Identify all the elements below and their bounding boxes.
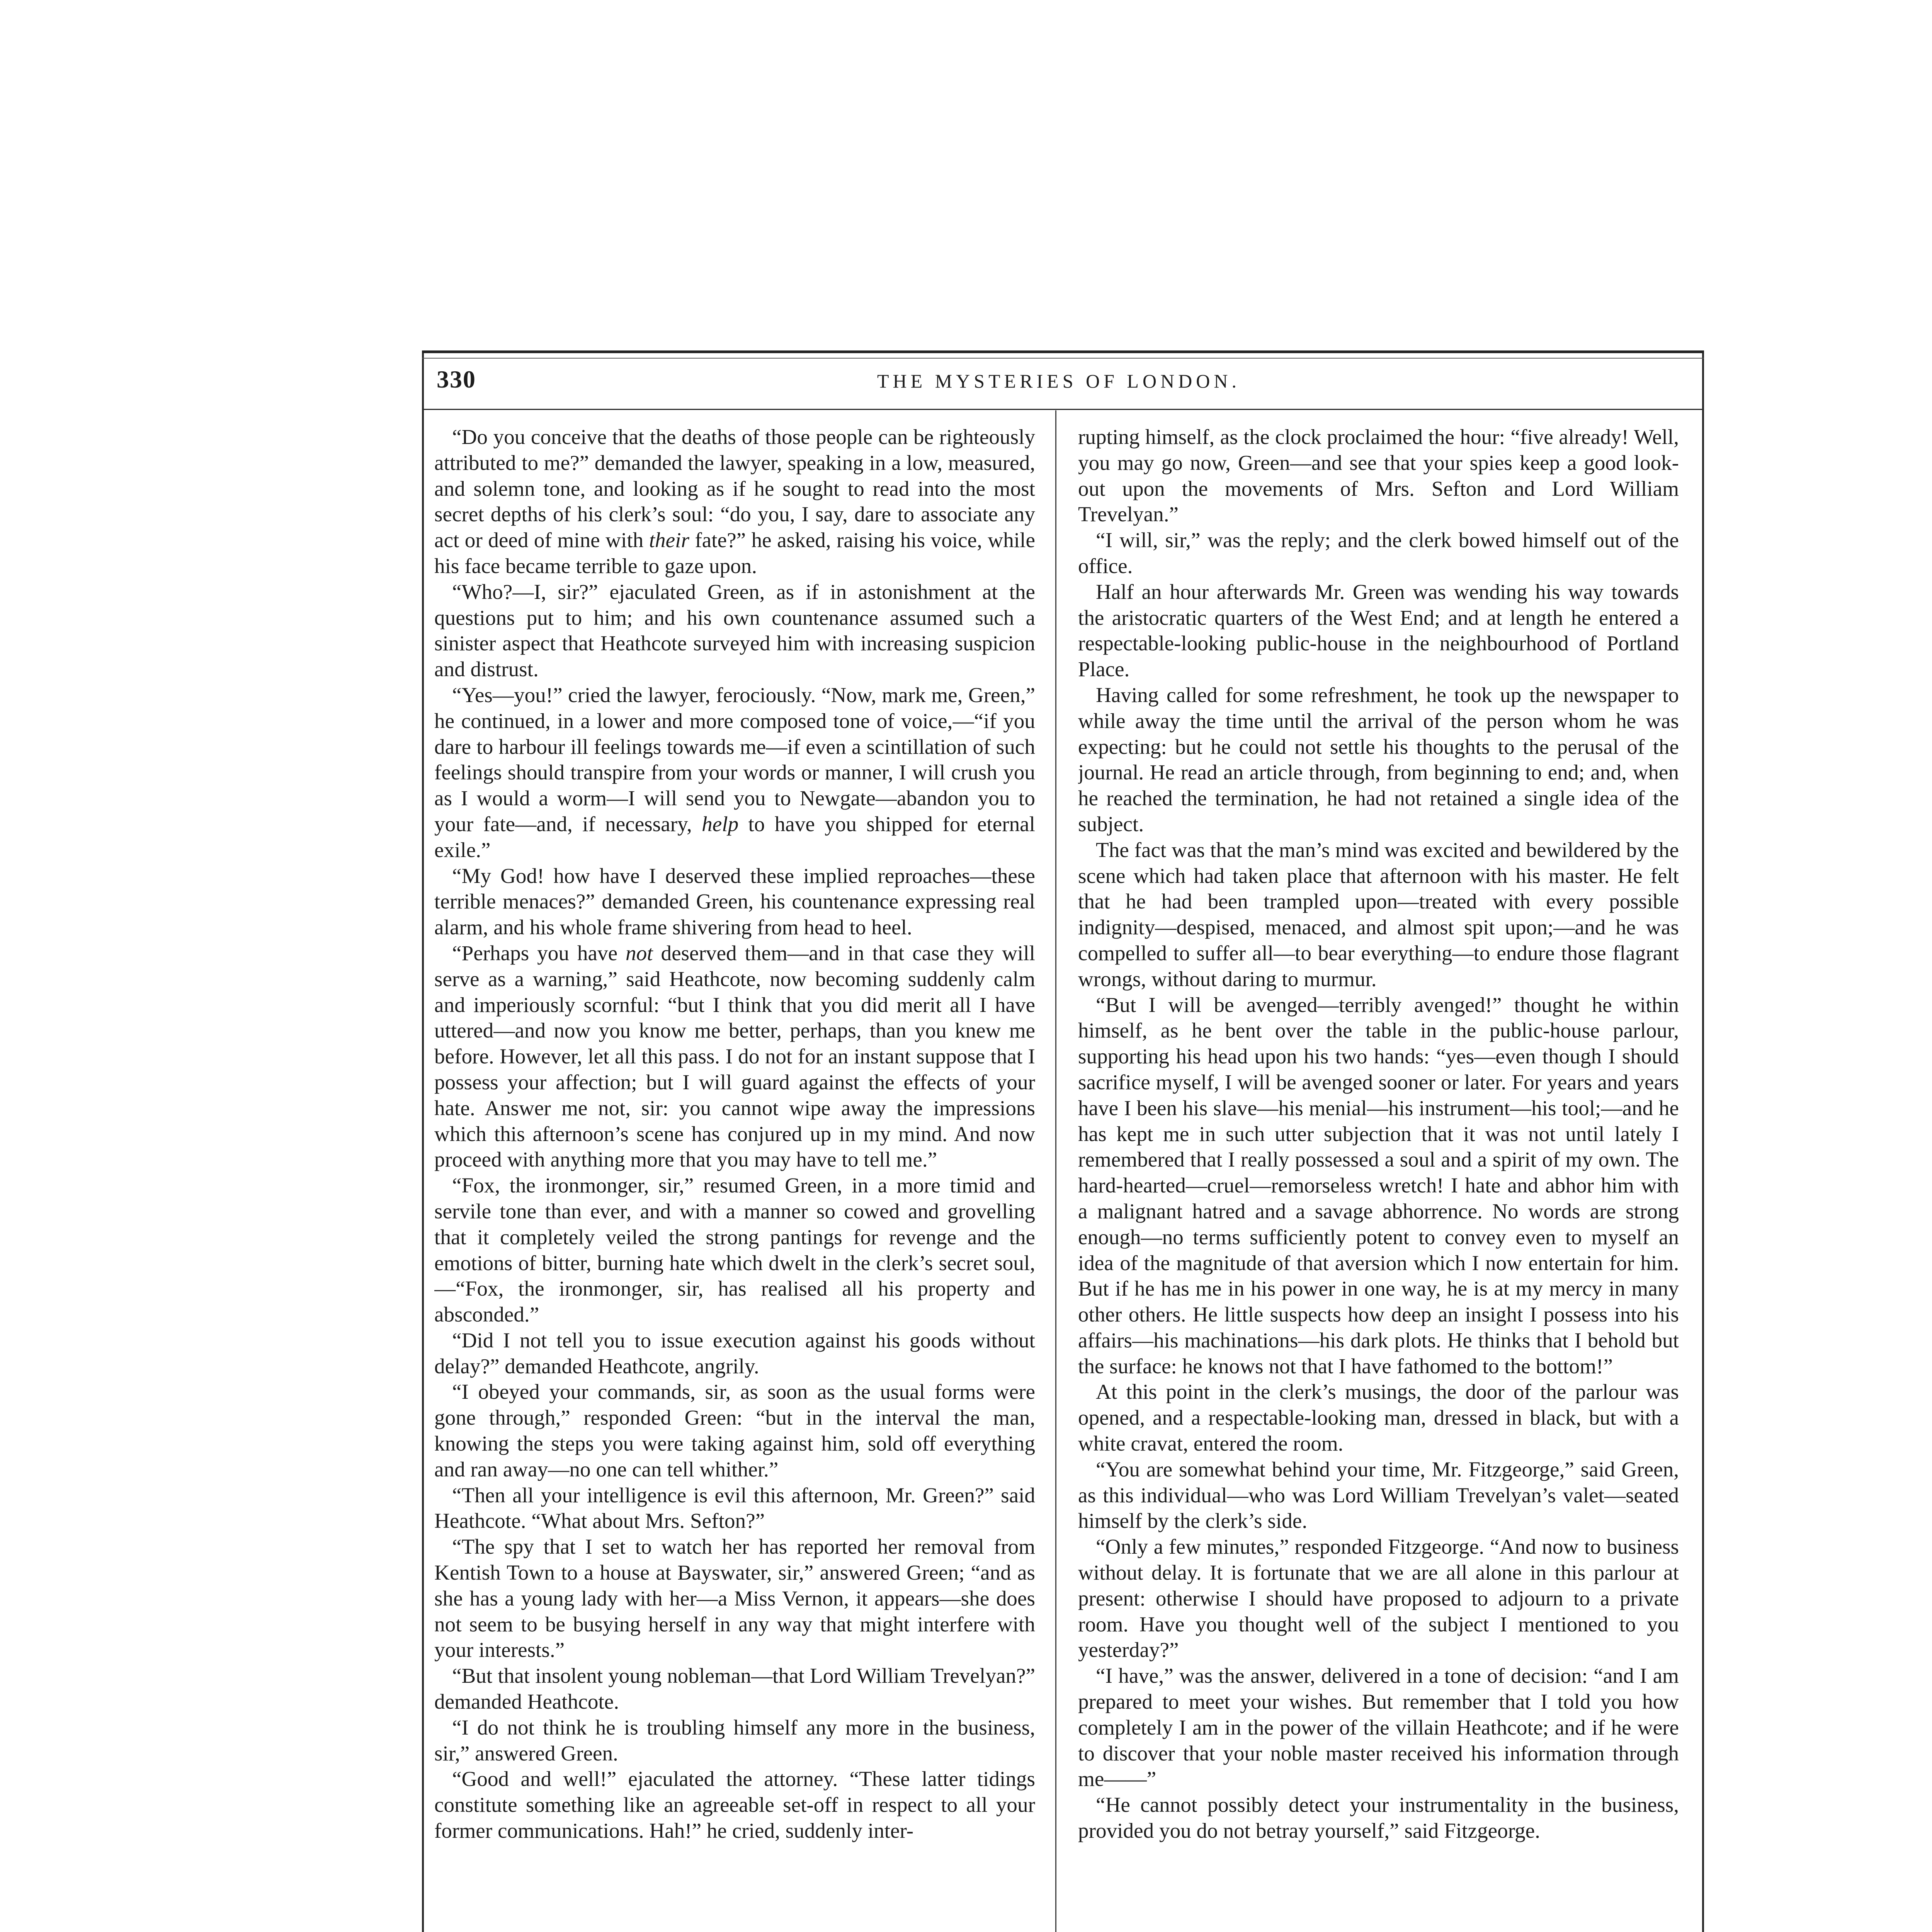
paragraph: “Who?—I, sir?” ejaculated Green, as if in astonishment at the questions put to him; and his own countenance assumed such a sinister aspect that Heathcote surveyed him with increasing suspicion and distrust. [434,580,1035,681]
paragraph: “But that insolent young nobleman—that Lord William Trevelyan?” demanded Heathcote. [434,1664,1035,1714]
paragraph: “Do you conceive that the deaths of those people can be righteously attributed to me?” demanded the lawyer, speaking in a low, measured, and solemn tone, and looking as if he sought to read into the most secret depths of his clerk’s soul: “do you, I say, dare to associate any act or deed of mine with their fate?” he asked, raising his voice, while his face became terrible to gaze upon. [434,425,1035,578]
paragraph: “Yes—you!” cried the lawyer, ferociously. “Now, mark me, Green,” he continued, in a lower and more composed tone of voice,—“if you dare to harbour ill feelings towards me—if even a scintillation of such feelings should transpire from your words or manner, I will crush you as I would a worm—I will send you to Newgate—abandon you to your fate—and, if necessary, help to have you shipped for eternal exile.” [434,683,1035,862]
paragraph: “Only a few minutes,” responded Fitzgeorge. “And now to business without delay. It is fortunate that we are all alone in this parlour at present: otherwise I should have proposed to adjourn to a private room. Have you thought well of the subject I mentioned to you yesterday?” [1078,1535,1679,1662]
left-column [434,424,1035,1932]
paragraph: “But I will be avenged—terribly avenged!” thought he within himself, as he bent over the table in the public-house parlour, supporting his head upon his two hands: “yes—even though I should sacrifice myself, I will be avenged sooner or later. For years and years have I been his slave—his menial—his instrument—his tool;—and he has kept me in such utter subjection that it was not until lately I remembered that I really possessed a soul and a spirit of my own. The hard-hearted—cruel—remorseless wretch! I hate and abhor him with a malignant hatred and a savage abhorrence. No words are strong enough—no terms sufficiently potent to convey even to myself an idea of the magnitude of that aversion which I now entertain for him. But if he has me in his power in one way, he is at my mercy in many other others. He little suspects how deep an insight I possess into his affairs—his machinations—his dark plots. He thinks that I behold but the surface: he knows not that I have fathomed to the bottom!” [1078,993,1679,1378]
right-column [1078,424,1679,1932]
paragraph: rupting himself, as the clock proclaimed the hour: “five already! Well, you may go now, Green—and see that your spies keep a good look-out upon the movements of Mrs. Sefton and Lord William Trevelyan.” [1078,425,1679,526]
running-title: THE MYSTERIES OF LONDON. [877,370,1240,392]
paragraph: “My God! how have I deserved these implied reproaches—these terrible menaces?” demanded Green, his countenance expressing real alarm, and his whole frame shivering from head to heel. [434,864,1035,939]
paragraph: “I will, sir,” was the reply; and the clerk bowed himself out of the office. [1078,528,1679,578]
paragraph: “I have,” was the answer, delivered in a tone of decision: “and I am prepared to meet your wishes. But remember that I told you how completely I am in the power of the villain Heathcote; and if he were to discover that your noble master received his information through me——” [1078,1664,1679,1791]
column-divider [1055,410,1056,1932]
paragraph: At this point in the clerk’s musings, the door of the parlour was opened, and a respectable-looking man, dressed in black, but with a white cravat, entered the room. [1078,1380,1679,1456]
paragraph: “Good and well!” ejaculated the attorney. “These latter tidings constitute something like an agreeable set-off in respect to all your former communications. Hah!” he cried, suddenly inter- [434,1767,1035,1843]
paragraph: “He cannot possibly detect your instrumentality in the business, provided you do not betray yourself,” said Fitzgeorge. [1078,1793,1679,1843]
paragraph: “Did I not tell you to issue execution against his goods without delay?” demanded Heathcote, angrily. [434,1328,1035,1378]
paragraph: “I obeyed your commands, sir, as soon as the usual forms were gone through,” responded Green: “but in the interval the man, knowing the steps you were taking against him, sold off everything and ran away—no one can tell whither.” [434,1380,1035,1481]
paragraph: Half an hour afterwards Mr. Green was wending his way towards the aristocratic quarters of the West End; and at length he entered a respectable-looking public-house in the neighbourhood of Portland Place. [1078,580,1679,681]
top-rule [422,350,1704,353]
paragraph: “I do not think he is troubling himself any more in the business, sir,” answered Green. [434,1715,1035,1765]
header-rule [422,409,1704,410]
paragraph: “The spy that I set to watch her has reported her removal from Kentish Town to a house at Bayswater, sir,” answered Green; “and as she has a young lady with her—a Miss Vernon, it appears—she does not seem to be busying herself in any way that might interfere with your interests.” [434,1535,1035,1662]
paragraph: “Fox, the ironmonger, sir,” resumed Green, in a more timid and servile tone than ever, and with a manner so cowed and grovelling that it completely veiled the strong pantings for revenge and the emotions of bitter, burning hate which dwelt in the clerk’s secret soul,—“Fox, the ironmonger, sir, has realised all his property and absconded.” [434,1173,1035,1327]
paragraph: “Then all your intelligence is evil this afternoon, Mr. Green?” said Heathcote. “What about Mrs. Sefton?” [434,1483,1035,1533]
paragraph: Having called for some refreshment, he took up the newspaper to while away the time until the arrival of the person whom he was expecting: but he could not settle his thoughts to the perusal of the journal. He read an article through, from beginning to end; and, when he reached the termination, he had not retained a single idea of the subject. [1078,683,1679,836]
paragraph: “Perhaps you have not deserved them—and in that case they will serve as a warning,” said Heathcote, now becoming suddenly calm and imperiously scornful: “but I think that you did merit all I have uttered—and now you know me better, perhaps, than you knew me before. However, let all this pass. I do not for an instant suppose that I possess your affection; but I will guard against the effects of your hate. Answer me not, sir: you cannot wipe away the impressions which this afternoon’s scene has conjured up in my mind. And now proceed with anything more that you may have to tell me.” [434,941,1035,1172]
top-rule-inner [422,358,1704,359]
paragraph: “You are somewhat behind your time, Mr. Fitzgeorge,” said Green, as this individual—who was Lord William Trevelyan’s valet—seated himself by the clerk’s side. [1078,1457,1679,1533]
page-number: 330 [437,366,476,393]
paragraph: The fact was that the man’s mind was excited and bewildered by the scene which had taken place that afternoon with his master. He felt that he had been trampled upon—treated with every possible indignity—despised, menaced, and almost spit upon;—and he was compelled to suffer all—to bear everything—to endure those flagrant wrongs, without daring to murmur. [1078,838,1679,991]
page-header [429,365,1689,400]
